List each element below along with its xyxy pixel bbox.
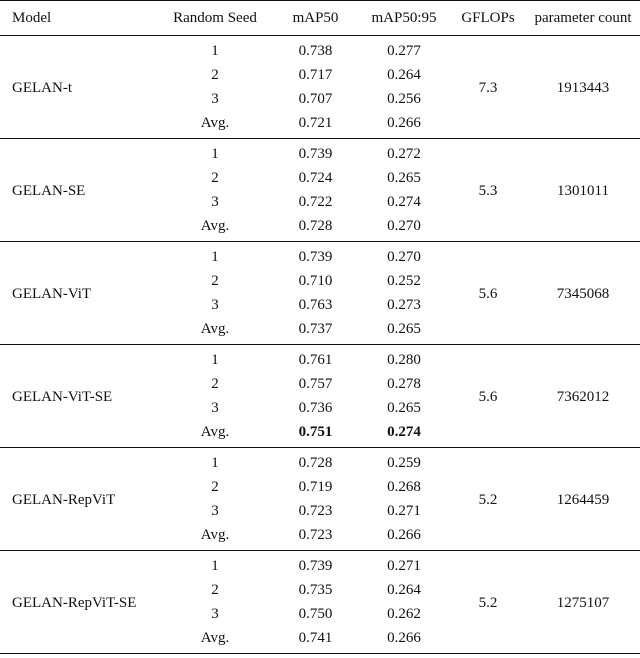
table-row	[0, 448, 640, 476]
random-seed-cell: 2	[211, 478, 219, 495]
map50-95-cell: 0.259	[387, 454, 421, 471]
map50-95-cell: 0.266	[358, 523, 450, 551]
map50-95-cell: 0.252	[387, 272, 421, 289]
map50-95-cell: 0.265	[387, 169, 421, 186]
gflops-cell: 5.3	[450, 139, 526, 242]
map50-cell: 0.738	[298, 42, 333, 59]
parameter-count-cell: 1913443	[526, 36, 640, 139]
table-row	[0, 551, 640, 579]
map50-cell: 0.710	[298, 272, 333, 289]
parameter-count-cell: 1264459	[526, 448, 640, 551]
table-body	[0, 36, 640, 654]
gflops-cell: 5.6	[450, 242, 526, 345]
map50-95-cell: 0.271	[387, 502, 421, 519]
map50-95-cell: 0.270	[358, 214, 450, 242]
header-model: Model	[0, 1, 157, 36]
map50-95-cell: 0.268	[387, 478, 421, 495]
parameter-count-cell: 1275107	[526, 551, 640, 654]
map50-cell: 0.739	[298, 145, 333, 162]
model-name-cell: GELAN-ViT-SE	[0, 345, 157, 448]
map50-95-cell: 0.264	[387, 66, 421, 83]
random-seed-cell: 2	[211, 169, 219, 186]
random-seed-cell: 2	[211, 375, 219, 392]
map50-95-cell: 0.271	[387, 557, 421, 574]
map50-95-cell: 0.272	[387, 145, 421, 162]
map50-95-cell: 0.265	[387, 399, 421, 416]
header-random-seed: Random Seed	[157, 1, 273, 36]
random-seed-cell: 1	[211, 454, 219, 471]
random-seed-cell: 3	[211, 296, 219, 313]
random-seed-cell: 1	[211, 351, 219, 368]
map50-cell: 0.741	[273, 626, 358, 654]
map50-cell: 0.739	[298, 557, 333, 574]
table-header	[0, 1, 640, 36]
map50-cell: 0.723	[298, 502, 333, 519]
map50-cell: 0.717	[298, 66, 333, 83]
map50-cell: 0.737	[273, 317, 358, 345]
map50-cell: 0.728	[273, 214, 358, 242]
map50-cell: 0.728	[298, 454, 333, 471]
gflops-cell: 5.2	[450, 448, 526, 551]
map50-cell: 0.735	[298, 581, 333, 598]
map50-cell: 0.707	[298, 90, 333, 107]
random-seed-cell: 3	[211, 90, 219, 107]
header-map50: mAP50	[273, 1, 358, 36]
map50-95-cell: 0.273	[387, 296, 421, 313]
model-name-cell: GELAN-ViT	[0, 242, 157, 345]
map50-cell: 0.739	[298, 248, 333, 265]
map50-cell: 0.723	[273, 523, 358, 551]
map50-95-cell: 0.270	[387, 248, 421, 265]
parameter-count-cell: 1301011	[526, 139, 640, 242]
random-seed-cell: 3	[211, 399, 219, 416]
random-seed-cell: Avg.	[157, 317, 273, 345]
random-seed-cell: 3	[211, 193, 219, 210]
gflops-cell: 7.3	[450, 36, 526, 139]
model-name-cell: GELAN-RepViT-SE	[0, 551, 157, 654]
map50-cell: 0.724	[298, 169, 333, 186]
header-parameter-count: parameter count	[526, 1, 640, 36]
random-seed-cell: Avg.	[157, 214, 273, 242]
random-seed-cell: 3	[211, 502, 219, 519]
map50-cell: 0.761	[298, 351, 333, 368]
model-name-cell: GELAN-t	[0, 36, 157, 139]
map50-95-cell: 0.256	[387, 90, 421, 107]
map50-cell: 0.721	[273, 111, 358, 139]
parameter-count-cell: 7362012	[526, 345, 640, 448]
model-name-cell: GELAN-RepViT	[0, 448, 157, 551]
random-seed-cell: 1	[211, 248, 219, 265]
map50-cell: 0.736	[298, 399, 333, 416]
map50-95-cell: 0.280	[387, 351, 421, 368]
map50-95-cell: 0.278	[387, 375, 421, 392]
table-row	[0, 139, 640, 167]
random-seed-cell: 2	[211, 66, 219, 83]
random-seed-cell: 2	[211, 272, 219, 289]
header-row	[0, 1, 640, 36]
map50-95-cell: 0.265	[358, 317, 450, 345]
random-seed-cell: 1	[211, 145, 219, 162]
random-seed-cell: 1	[211, 557, 219, 574]
map50-95-cell: 0.274	[358, 420, 450, 448]
model-name-cell: GELAN-SE	[0, 139, 157, 242]
map50-95-cell: 0.262	[387, 605, 421, 622]
gflops-cell: 5.6	[450, 345, 526, 448]
header-gflops: GFLOPs	[450, 1, 526, 36]
map50-cell: 0.719	[298, 478, 333, 495]
header-map50-95: mAP50:95	[358, 1, 450, 36]
gflops-cell: 5.2	[450, 551, 526, 654]
table-row	[0, 242, 640, 270]
table-row	[0, 345, 640, 373]
random-seed-cell: 2	[211, 581, 219, 598]
map50-95-cell: 0.266	[358, 111, 450, 139]
map50-cell: 0.751	[273, 420, 358, 448]
map50-cell: 0.763	[298, 296, 333, 313]
table-row	[0, 36, 640, 64]
random-seed-cell: Avg.	[157, 111, 273, 139]
map50-95-cell: 0.274	[387, 193, 421, 210]
random-seed-cell: Avg.	[157, 523, 273, 551]
random-seed-cell: 1	[211, 42, 219, 59]
random-seed-cell: 3	[211, 605, 219, 622]
map50-cell: 0.722	[298, 193, 333, 210]
map50-cell: 0.757	[298, 375, 333, 392]
map50-95-cell: 0.266	[358, 626, 450, 654]
random-seed-cell: Avg.	[157, 420, 273, 448]
map50-95-cell: 0.277	[387, 42, 421, 59]
parameter-count-cell: 7345068	[526, 242, 640, 345]
map50-cell: 0.750	[298, 605, 333, 622]
map50-95-cell: 0.264	[387, 581, 421, 598]
random-seed-cell: Avg.	[157, 626, 273, 654]
